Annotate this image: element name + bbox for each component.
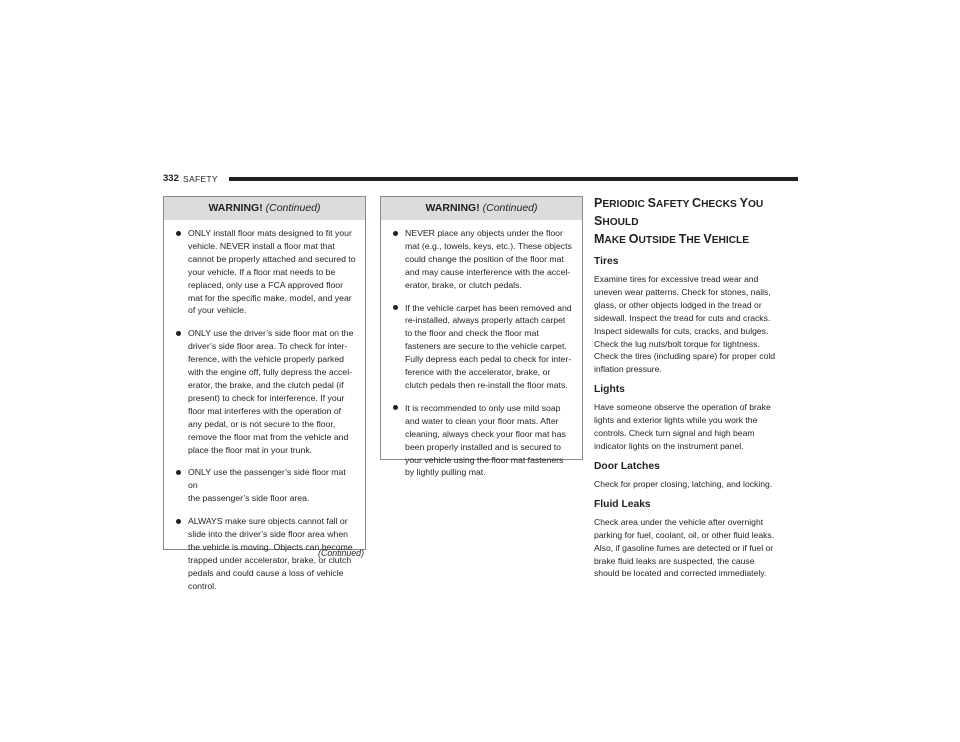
section-title-line: PERIODIC SAFETY CHECKS YOU SHOULD [594,196,764,228]
body-line: glass, or other objects lodged in the tread or [594,299,762,310]
warning-line: cleaning, always check your floor mat has [405,428,566,439]
subsection-heading: Lights [594,384,625,396]
body-line: Check the lug nuts/bolt torque for tightness. [594,338,760,349]
warning-item [393,402,574,479]
warning-line: and water to clean your floor mats. After [405,415,559,426]
body-line: Inspect sidewalls for cuts, cracks, and bulges. [594,325,769,336]
warning-line: clutch pedals then re-install the floor mats. [405,379,568,390]
warning-line: floor mat interferes with the operation of [188,405,342,416]
warning-box-left [163,196,366,591]
warning-line: Fully depress each pedal to check for inter- [405,354,572,365]
body-line: Also, if gasoline fumes are detected or if fuel or [594,542,774,553]
subsection-body [594,478,798,491]
warning-line: with the engine off, fully depress the accel- [188,367,353,378]
warning-continued: (Continued) [482,202,538,214]
warning-line: driver’s side floor area. To check for inter- [188,341,348,352]
body-line: Examine tires for excessive tread wear and [594,274,759,284]
safety-checks-column [594,195,798,580]
warning-line: replaced, only use a FCA approved floor [188,279,344,290]
page-number: 332 [163,173,179,184]
header-rule [229,177,798,181]
body-line: indicator lights on the instrument panel. [594,440,744,451]
warning-item [176,227,357,317]
warning-line: your vehicle. If a floor mat needs to be [188,266,336,277]
warning-line: trapped under accelerator, brake, or clutch [188,554,352,565]
body-line: lights and exterior lights while you work the [594,415,758,426]
warning-line: place the floor mat in your trunk. [188,444,313,455]
subsection-heading: Door Latches [594,460,660,472]
subsection-heading: Fluid Leaks [594,498,651,510]
warning-line: of your vehicle. [188,305,247,316]
warning-line: fasteners are secure to the vehicle carpet. [405,341,567,352]
body-line: parking for fuel, coolant, oil, or other fluid leaks. [594,529,775,540]
subsection-body [594,516,798,581]
body-line: uneven wear patterns. Check for stones, nails, [594,286,771,297]
subsection-body [594,273,798,376]
warning-line: re-installed, always properly attach carpet [405,315,566,326]
warning-title: WARNING! [208,202,263,214]
warning-line: slide into the driver’s side floor area when [188,529,349,540]
warning-line: to the floor and check the floor mat [405,328,539,339]
warning-line: It is recommended to only use mild soap [405,402,561,413]
warning-line: control. [188,580,217,591]
body-line: brake fluid leaks are suspected, the cause [594,555,755,566]
warning-item [176,466,357,505]
warning-list [164,220,365,593]
warning-line: cannot be properly attached and secured to [188,253,356,264]
warning-line: present) to check for interference. If your [188,392,345,403]
warning-title: WARNING! [425,202,480,214]
bullet-icon [176,470,181,475]
warning-line: mat for the specific make, model, and year [188,292,352,303]
warning-line: by lightly pulling mat. [405,467,486,478]
body-line: Check for proper closing, latching, and locking. [594,478,773,489]
warning-line: ference with the accelerator, brake, or [405,367,551,378]
section-title [594,195,798,249]
body-line: sidewall. Inspect the tread for cuts and cracks. [594,312,771,323]
bullet-icon [393,305,398,310]
warning-line: ALWAYS make sure objects cannot fall or [188,516,348,527]
bullet-icon [393,231,398,236]
warning-line: and may cause interference with the accel- [405,266,571,277]
warning-continued: (Continued) [265,202,321,214]
bullet-icon [176,331,181,336]
page-header [163,172,798,186]
warning-line: been properly installed and is secured to [405,441,561,452]
body-line: Have someone observe the operation of brake [594,402,771,413]
warning-line: the passenger’s side floor area. [188,493,310,504]
warning-line: your vehicle using the floor mat fasteners [405,454,564,465]
bullet-icon [176,231,181,236]
subsection-heading: Tires [594,256,619,267]
warning-line: NEVER place any objects under the floor [405,228,563,238]
bullet-icon [393,405,398,410]
warning-line: ONLY install floor mats designed to fit your [188,228,352,238]
warning-line: erator, brake, or clutch pedals. [405,279,522,290]
warning-line: ference, with the vehicle properly parked [188,354,344,365]
body-line: Check area under the vehicle after overnight [594,516,764,527]
body-line: controls. Check turn signal and high beam [594,428,755,439]
body-line: inflation pressure. [594,364,662,375]
warning-line: erator, the brake, and the clutch pedal (if [188,379,344,390]
section-title-line: MAKE OUTSIDE THE VEHICLE [594,232,750,246]
warning-item [393,227,574,292]
bullet-icon [176,519,181,524]
section-label: SAFETY [183,174,218,184]
body-line: should be located and corrected immediately. [594,568,767,579]
warning-line: If the vehicle carpet has been removed and [405,302,572,313]
warning-header [164,197,365,220]
warning-line: any pedal, or is not secure to the floor, [188,418,336,429]
warning-header [381,197,582,220]
warning-item [393,302,574,392]
warning-list [381,220,582,479]
continued-label: (Continued) [318,548,364,558]
body-line: Check the tires (including spare) for proper cold [594,351,776,362]
warning-line: vehicle. NEVER install a floor mat that [188,240,335,251]
warning-line: remove the floor mat from the vehicle and [188,431,349,442]
warning-item [176,327,357,456]
warning-line: mat (e.g., towels, keys, etc.). These objects [405,240,572,251]
subsection-body [594,401,798,453]
warning-box-middle [380,196,583,478]
warning-line: could change the position of the floor mat [405,253,564,264]
warning-line: pedals and could cause a loss of vehicle [188,567,344,578]
warning-line: ONLY use the passenger’s side floor mat on [188,467,346,491]
warning-line: ONLY use the driver’s side floor mat on the [188,328,354,339]
warning-line: the vehicle is moving. Objects can become [188,541,353,552]
